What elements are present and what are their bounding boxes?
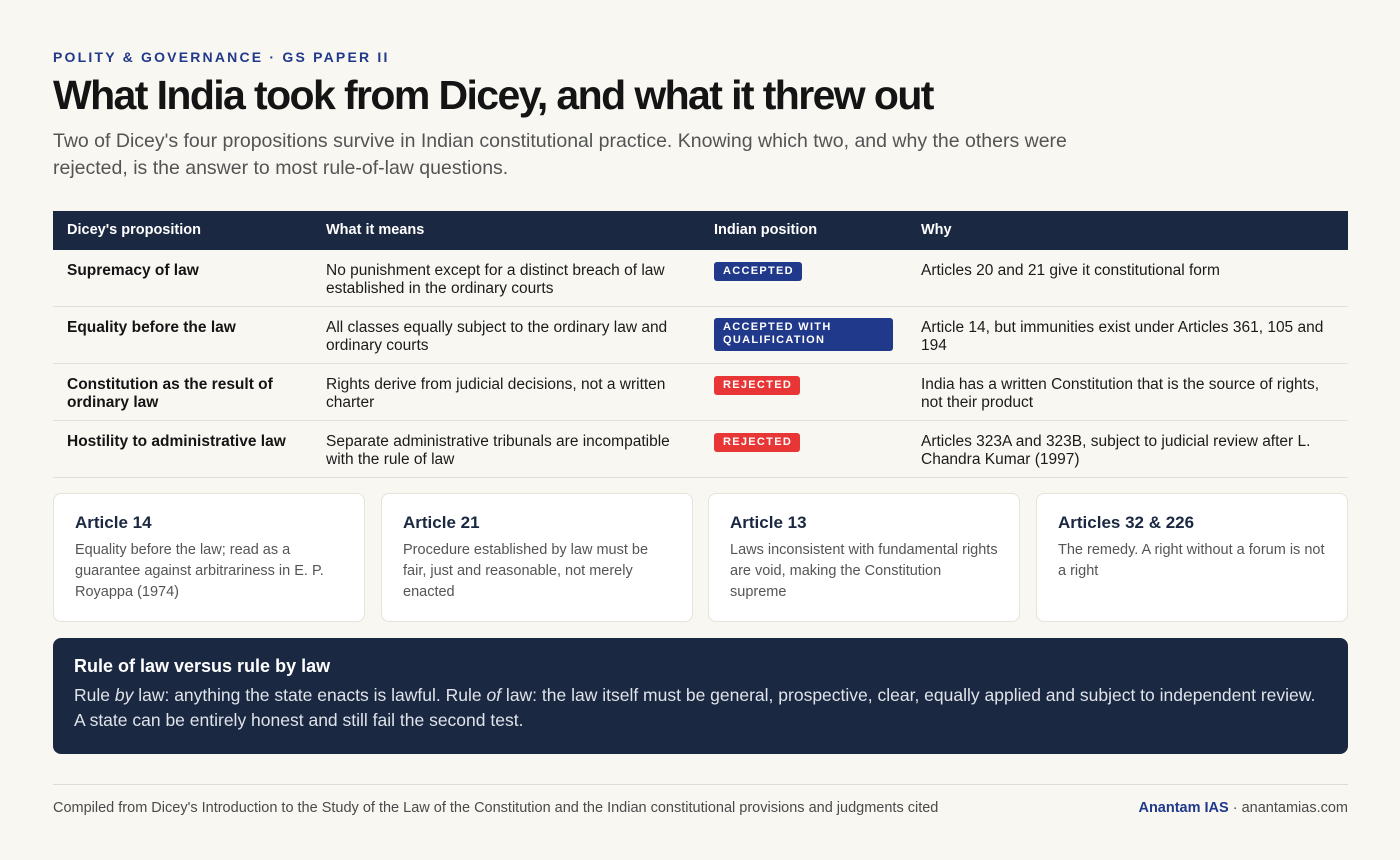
footer-credit xyxy=(1138,800,1348,816)
proposition-cell: Hostility to administrative law xyxy=(67,433,286,450)
table-row xyxy=(53,364,1348,421)
table-header xyxy=(53,211,1348,250)
position-cell xyxy=(714,432,800,452)
source-note: Compiled from Dicey's Introduction to the Study of the Law of the Constitution and the Indian constitutional provisions and judgments cited xyxy=(53,800,939,816)
position-cell xyxy=(714,318,893,351)
site-link[interactable]: anantamias.com xyxy=(1241,800,1348,816)
why-cell: India has a written Constitution that is the source of rights, not their product xyxy=(921,376,1320,411)
why-cell: Articles 323A and 323B, subject to judicial review after L. Chandra Kumar (1997) xyxy=(921,433,1311,468)
meaning-cell: No punishment except for a distinct breach of law established in the ordinary courts xyxy=(326,262,665,297)
callout-text: law: the law itself must be general, prospective, clear, equally applied and subject to independent review. A state can be entirely honest and still fail the second test. xyxy=(74,685,1316,730)
card-title: Article 21 xyxy=(403,513,480,532)
proposition-cell: Supremacy of law xyxy=(67,262,199,279)
column-header-proposition: Dicey's proposition xyxy=(67,222,201,238)
callout-box xyxy=(53,638,1348,754)
callout-emphasis: of xyxy=(486,685,502,705)
card-body: Laws inconsistent with fundamental rights are void, making the Constitution supreme xyxy=(730,542,998,600)
card-body: Equality before the law; read as a guarantee against arbitrariness in E. P. Royappa (1974) xyxy=(75,542,324,600)
callout-title: Rule of law versus rule by law xyxy=(74,656,331,676)
table-row xyxy=(53,250,1348,307)
status-badge: REJECTED xyxy=(714,376,800,395)
callout-emphasis: by xyxy=(114,685,134,705)
why-cell: Articles 20 and 21 give it constitutional form xyxy=(921,262,1220,279)
why-cell: Article 14, but immunities exist under Articles 361, 105 and 194 xyxy=(921,319,1324,354)
footer-divider xyxy=(53,784,1348,785)
brand-name: Anantam IAS xyxy=(1138,800,1229,816)
credit-separator: · xyxy=(1228,800,1242,816)
article-cards xyxy=(53,493,1348,622)
column-header-meaning: What it means xyxy=(326,222,425,238)
status-badge: ACCEPTED xyxy=(714,262,802,281)
page-title: What India took from Dicey, and what it threw out xyxy=(53,72,933,118)
card-body: The remedy. A right without a forum is not a right xyxy=(1058,542,1325,579)
proposition-cell: Constitution as the result of ordinary law xyxy=(67,376,273,411)
card-title: Articles 32 & 226 xyxy=(1058,513,1195,532)
status-badge: ACCEPTED WITH QUALIFICATION xyxy=(714,318,893,351)
eyebrow-label: POLITY & GOVERNANCE · GS PAPER II xyxy=(53,49,390,65)
proposition-cell: Equality before the law xyxy=(67,319,236,336)
callout-body xyxy=(74,683,1327,733)
meaning-cell: Rights derive from judicial decisions, not a written charter xyxy=(326,376,666,411)
callout-text: Rule xyxy=(74,685,115,705)
table-row xyxy=(53,307,1348,364)
article-card xyxy=(53,493,365,622)
position-cell xyxy=(714,375,800,395)
article-card xyxy=(708,493,1020,622)
status-badge: REJECTED xyxy=(714,433,800,452)
card-body: Procedure established by law must be fair, just and reasonable, not merely enacted xyxy=(403,542,649,600)
table-row xyxy=(53,421,1348,478)
article-card xyxy=(381,493,693,622)
meaning-cell: All classes equally subject to the ordinary law and ordinary courts xyxy=(326,319,668,354)
position-cell xyxy=(714,261,802,281)
column-header-why: Why xyxy=(921,222,952,238)
callout-text: law: anything the state enacts is lawful. Rule xyxy=(133,685,487,705)
card-title: Article 14 xyxy=(75,513,152,532)
dicey-table xyxy=(53,211,1348,478)
column-header-position: Indian position xyxy=(714,222,818,238)
page-subtitle: Two of Dicey's four propositions survive in Indian constitutional practice. Knowing which two, and why the others were rejected, is the answer to most rule-of-law questions. xyxy=(53,130,1067,179)
article-card xyxy=(1036,493,1348,622)
card-title: Article 13 xyxy=(730,513,807,532)
meaning-cell: Separate administrative tribunals are incompatible with the rule of law xyxy=(326,433,670,468)
